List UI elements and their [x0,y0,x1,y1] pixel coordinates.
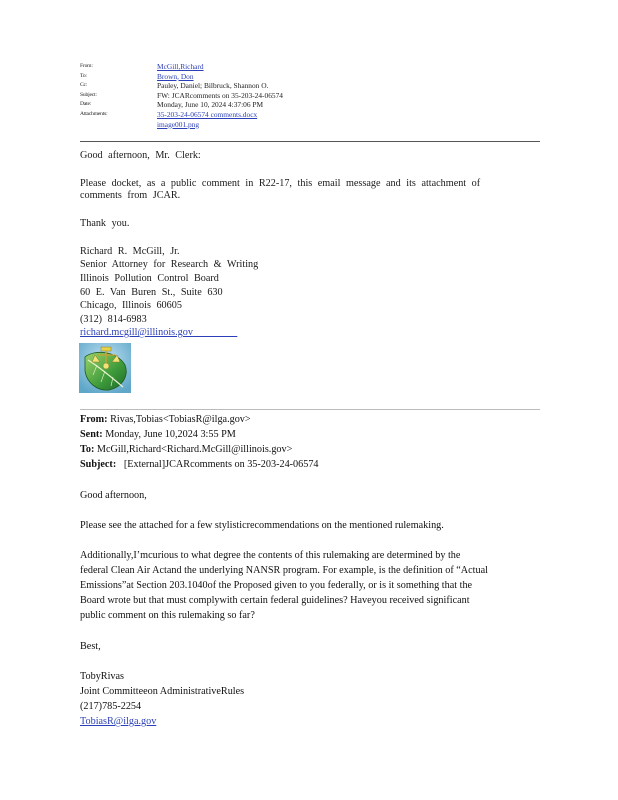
subject-value: FW: JCARcomments on 35-203-24-06574 [157,90,283,100]
cc-label: Cc: [80,82,88,89]
signature-email-link[interactable]: richard.mcgill@illinois.gov [80,327,193,338]
orig-signature-phone: (217)785-2254 [80,701,142,712]
orig-subject-row [80,457,319,472]
signature-address-1: 60 E. Van Buren St., Suite 630 [80,287,223,298]
from-link[interactable]: McGill,Richard [157,62,204,71]
header-date-row [80,100,540,110]
signature-phone: (312) 814-6983 [80,314,147,325]
orig-greeting: Good afternoon, [80,490,147,501]
attachment-link-1[interactable]: 35-203-24-06574 comments.docx [157,109,258,119]
orig-to-label: To: [80,444,95,455]
orig-to-row [80,442,292,457]
header-subject-row [80,91,540,101]
to-label: To: [80,72,87,79]
signature-email-row [80,327,237,339]
orig-subject-value: [External]JCARcomments on 35-203-24-06574 [123,459,319,470]
orig-paragraph-2-line-4: Board wrote but that must complywith certain federal guidelines? Haveyou received significant [80,595,470,606]
orig-paragraph-1: Please see the attached for a few stylisticrecommendations on the mentioned rulemaking. [80,520,444,531]
signature-name: Richard R. McGill, Jr. [80,246,180,257]
header-to-row [80,72,540,82]
cc-link-1[interactable]: Pauley, Daniel [157,81,201,91]
date-value: Monday, June 10, 2024 4:37:06 PM [157,100,264,110]
header-cc-row [80,81,540,91]
orig-paragraph-2-line-5: public comment on this rulemaking so far? [80,610,255,621]
orig-signature-email-link[interactable]: TobiasR@ilga.gov [80,716,157,727]
orig-to-value: McGill,Richard<Richard.McGill@illinois.gov> [96,444,293,455]
to-link[interactable]: Brown, Don [157,71,194,81]
signature-org: Illinois Pollution Control Board [80,273,219,284]
date-label: Date: [80,101,92,108]
orig-sent-label: Sent: [80,429,103,440]
email-header [80,62,540,129]
orig-sent-value: Monday, June 10,2024 3:55 PM [105,429,236,440]
from-label: From: [80,63,93,69]
orig-from-value: Rivas,Tobias<TobiasR@ilga.gov> [110,414,251,425]
orig-subject-label: Subject: [80,459,117,470]
attachments-label: Attachments: [80,110,108,117]
orig-paragraph-2-line-3: Emissions”at Section 203.1040of the Proposed given to you federally, or is it something that the [80,580,473,591]
header-attachments-row-2 [80,120,540,130]
attachment-link-2[interactable]: image001.png [157,119,200,129]
forward-thanks: Thank you. [80,218,130,229]
cc-values [157,81,268,91]
cc-separator: ; [200,81,203,91]
orig-from-label: From: [80,414,108,425]
orig-paragraph-2-line-2: federal Clean Air Actand the underlying NANSR program. For example, is the definition of “Actual [80,565,488,576]
header-from-row [80,62,540,72]
signature-address-2: Chicago, Illinois 60605 [80,300,182,311]
orig-signature-email-row [80,714,156,729]
orig-paragraph-2-line-1: Additionally,I’mcurious to what degree the contents of this rulemaking are determined by the [80,550,461,561]
reply-divider [80,409,540,410]
orig-closing: Best, [80,641,101,652]
orig-sent-row [80,427,236,442]
subject-label: Subject: [80,91,97,98]
header-divider [80,141,540,142]
forward-body-line-2: comments from JCAR. [80,190,181,201]
ipcb-logo-image [79,343,131,393]
cc-link-2[interactable]: Bilbruck, Shannon O. [203,81,269,91]
attachments-spacer [80,120,157,130]
forward-greeting: Good afternoon, Mr. Clerk: [80,150,201,161]
orig-signature-org: Joint Committeeon AdministrativeRules [80,686,245,697]
orig-from-row [80,412,251,427]
orig-signature-name: TobyRivas [80,671,124,682]
header-attachments-row [80,110,540,120]
signature-email-trail [193,327,237,338]
forward-body-line-1: Please docket, as a public comment in R22-17, this email message and its attachment of [80,178,481,189]
signature-title: Senior Attorney for Research & Writing [80,259,259,270]
